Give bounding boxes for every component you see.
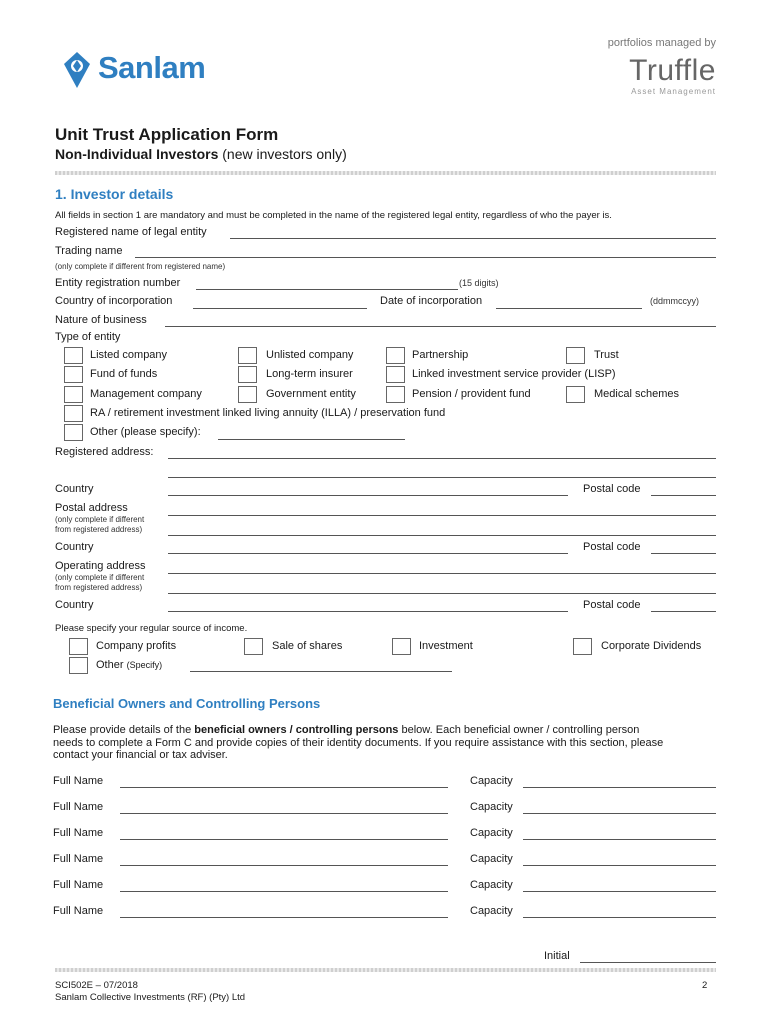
postal-address-line-2[interactable]: [168, 535, 716, 536]
subtitle-bold: Non-Individual Investors: [55, 146, 219, 162]
trading-name-note: (only complete if different from registered name): [55, 262, 226, 271]
nature-field[interactable]: [165, 326, 716, 327]
postal-code-label-2: Postal code: [583, 541, 641, 553]
registered-address-line-2[interactable]: [168, 477, 716, 478]
registered-address-label: Registered address:: [55, 446, 154, 458]
full-name-field[interactable]: [120, 839, 448, 840]
full-name-field[interactable]: [120, 865, 448, 866]
government-label: Government entity: [266, 388, 356, 400]
capacity-label: Capacity: [470, 775, 513, 787]
beneficial-bold-1: beneficial owners: [194, 724, 287, 736]
partnership-checkbox[interactable]: [386, 347, 405, 364]
other-income-specify: (Specify): [126, 660, 163, 670]
dividends-label: Corporate Dividends: [601, 640, 702, 652]
beneficial-p-start: Please provide details of the: [53, 724, 195, 736]
registered-name-field[interactable]: [230, 238, 716, 239]
type-label: Type of entity: [55, 331, 121, 343]
nature-label: Nature of business: [55, 314, 147, 326]
pension-label: Pension / provident fund: [412, 388, 531, 400]
shares-label: Sale of shares: [272, 640, 343, 652]
full-name-label: Full Name: [53, 801, 104, 813]
postal-code-field-3[interactable]: [651, 611, 716, 612]
other-income-label: [96, 659, 162, 671]
beneficial-line-3: contact your financial or tax adviser.: [53, 749, 228, 761]
postal-code-label-1: Postal code: [583, 483, 641, 495]
header-tagline: portfolios managed by: [607, 37, 716, 49]
postal-note-1: (only complete if different: [55, 515, 145, 524]
dividends-checkbox[interactable]: [573, 638, 592, 655]
operating-address-line-1[interactable]: [168, 573, 716, 574]
government-checkbox[interactable]: [238, 386, 257, 403]
lisp-label: Linked investment service provider (LISP): [412, 368, 616, 380]
other-income-text: Other: [96, 659, 124, 671]
postal-code-label-3: Postal code: [583, 599, 641, 611]
trust-checkbox[interactable]: [566, 347, 585, 364]
postal-address-label: Postal address: [55, 502, 128, 514]
initial-label: Initial: [544, 950, 570, 962]
logo-text: Sanlam: [98, 50, 206, 85]
long-term-checkbox[interactable]: [238, 366, 257, 383]
shares-checkbox[interactable]: [244, 638, 263, 655]
country-label-3: Country: [55, 599, 94, 611]
postal-address-line-1[interactable]: [168, 515, 716, 516]
operating-address-line-2[interactable]: [168, 593, 716, 594]
medical-checkbox[interactable]: [566, 386, 585, 403]
long-term-label: Long-term insurer: [266, 368, 353, 380]
unlisted-checkbox[interactable]: [238, 347, 257, 364]
date-inc-label: Date of incorporation: [380, 295, 483, 307]
trading-name-field[interactable]: [135, 257, 716, 258]
investment-label: Investment: [419, 640, 473, 652]
other-entity-field[interactable]: [218, 439, 405, 440]
beneficial-bold-2: controlling persons: [295, 724, 399, 736]
capacity-field[interactable]: [523, 787, 716, 788]
reg-digits: (15 digits): [459, 278, 499, 288]
full-name-label: Full Name: [53, 827, 104, 839]
ra-checkbox[interactable]: [64, 405, 83, 422]
trust-label: Trust: [594, 349, 619, 361]
full-name-field[interactable]: [120, 917, 448, 918]
postal-code-field-2[interactable]: [651, 553, 716, 554]
management-label: Management company: [90, 388, 202, 400]
other-entity-label: Other (please specify):: [90, 426, 201, 438]
footer-code: SCI502E – 07/2018: [55, 980, 138, 991]
sanlam-shield-icon: [60, 50, 94, 90]
listed-checkbox[interactable]: [64, 347, 83, 364]
footer-company: Sanlam Collective Investments (RF) (Pty) Ltd: [55, 992, 246, 1003]
investment-checkbox[interactable]: [392, 638, 411, 655]
capacity-field[interactable]: [523, 839, 716, 840]
full-name-label: Full Name: [53, 775, 104, 787]
section1-heading: 1. Investor details: [55, 186, 174, 202]
country-label-1: Country: [55, 483, 94, 495]
unlisted-label: Unlisted company: [266, 349, 354, 361]
full-name-label: Full Name: [53, 879, 104, 891]
other-income-checkbox[interactable]: [69, 657, 88, 674]
country-field-3[interactable]: [168, 611, 568, 612]
beneficial-heading: Beneficial Owners and Controlling Persons: [53, 696, 321, 711]
capacity-field[interactable]: [523, 891, 716, 892]
postal-note-2: from registered address): [55, 525, 143, 534]
ra-label: RA / retirement investment linked living annuity (ILLA) / preservation fund: [90, 407, 446, 419]
trading-name-label: Trading name: [55, 245, 123, 257]
beneficial-line-2: needs to complete a Form C and provide copies of their identity documents. If you require assistance with this section, please: [53, 736, 664, 749]
reg-number-field[interactable]: [196, 289, 458, 290]
country-label-2: Country: [55, 541, 94, 553]
other-entity-checkbox[interactable]: [64, 424, 83, 441]
country-field-1[interactable]: [168, 495, 568, 496]
registered-address-line-1[interactable]: [168, 458, 716, 459]
capacity-field[interactable]: [523, 917, 716, 918]
operating-note-2: from registered address): [55, 583, 143, 592]
section1-note: All fields in section 1 are mandatory and must be completed in the name of the registered legal entity, regardless of who the payer is.: [55, 210, 612, 221]
sanlam-logo: [60, 50, 240, 90]
capacity-field[interactable]: [523, 865, 716, 866]
subtitle-rest: (new investors only): [222, 146, 347, 162]
capacity-label: Capacity: [470, 879, 513, 891]
profits-label: Company profits: [96, 640, 177, 652]
capacity-label: Capacity: [470, 853, 513, 865]
pension-checkbox[interactable]: [386, 386, 405, 403]
country-inc-label: Country of incorporation: [55, 295, 173, 307]
capacity-label: Capacity: [470, 827, 513, 839]
full-name-label: Full Name: [53, 853, 104, 865]
capacity-field[interactable]: [523, 813, 716, 814]
page-subtitle: [55, 146, 347, 162]
capacity-label: Capacity: [470, 801, 513, 813]
reg-number-label: Entity registration number: [55, 277, 181, 289]
date-inc-field[interactable]: [496, 308, 642, 309]
footer-divider: [55, 968, 716, 972]
page-number: 2: [702, 980, 708, 991]
full-name-field[interactable]: [120, 891, 448, 892]
capacity-label: Capacity: [470, 905, 513, 917]
partnership-label: Partnership: [412, 349, 469, 361]
management-checkbox[interactable]: [64, 386, 83, 403]
other-income-field[interactable]: [190, 671, 452, 672]
fund-of-funds-label: Fund of funds: [90, 368, 158, 380]
medical-label: Medical schemes: [594, 388, 679, 400]
truffle-sub: Asset Management: [631, 87, 716, 96]
initial-field[interactable]: [580, 962, 716, 963]
beneficial-line1-end: below. Each beneficial owner / controlling person: [398, 724, 640, 736]
country-inc-field[interactable]: [193, 308, 367, 309]
income-prompt: Please specify your regular source of income.: [55, 623, 248, 634]
truffle-logo: Truffle: [629, 54, 716, 87]
beneficial-paragraph: [53, 724, 663, 762]
operating-address-label: Operating address: [55, 560, 146, 572]
operating-note-1: (only complete if different: [55, 573, 145, 582]
divider: [55, 171, 716, 175]
profits-checkbox[interactable]: [69, 638, 88, 655]
beneficial-slash: /: [286, 724, 296, 736]
listed-label: Listed company: [90, 349, 168, 361]
page-title: Unit Trust Application Form: [55, 125, 279, 144]
lisp-checkbox[interactable]: [386, 366, 405, 383]
date-format: (ddmmccyy): [650, 296, 699, 306]
registered-name-label: Registered name of legal entity: [55, 226, 207, 238]
full-name-label: Full Name: [53, 905, 104, 917]
full-name-field[interactable]: [120, 787, 448, 788]
postal-code-field-1[interactable]: [651, 495, 716, 496]
beneficial-line-1: [53, 724, 663, 737]
country-field-2[interactable]: [168, 553, 568, 554]
fund-of-funds-checkbox[interactable]: [64, 366, 83, 383]
full-name-field[interactable]: [120, 813, 448, 814]
